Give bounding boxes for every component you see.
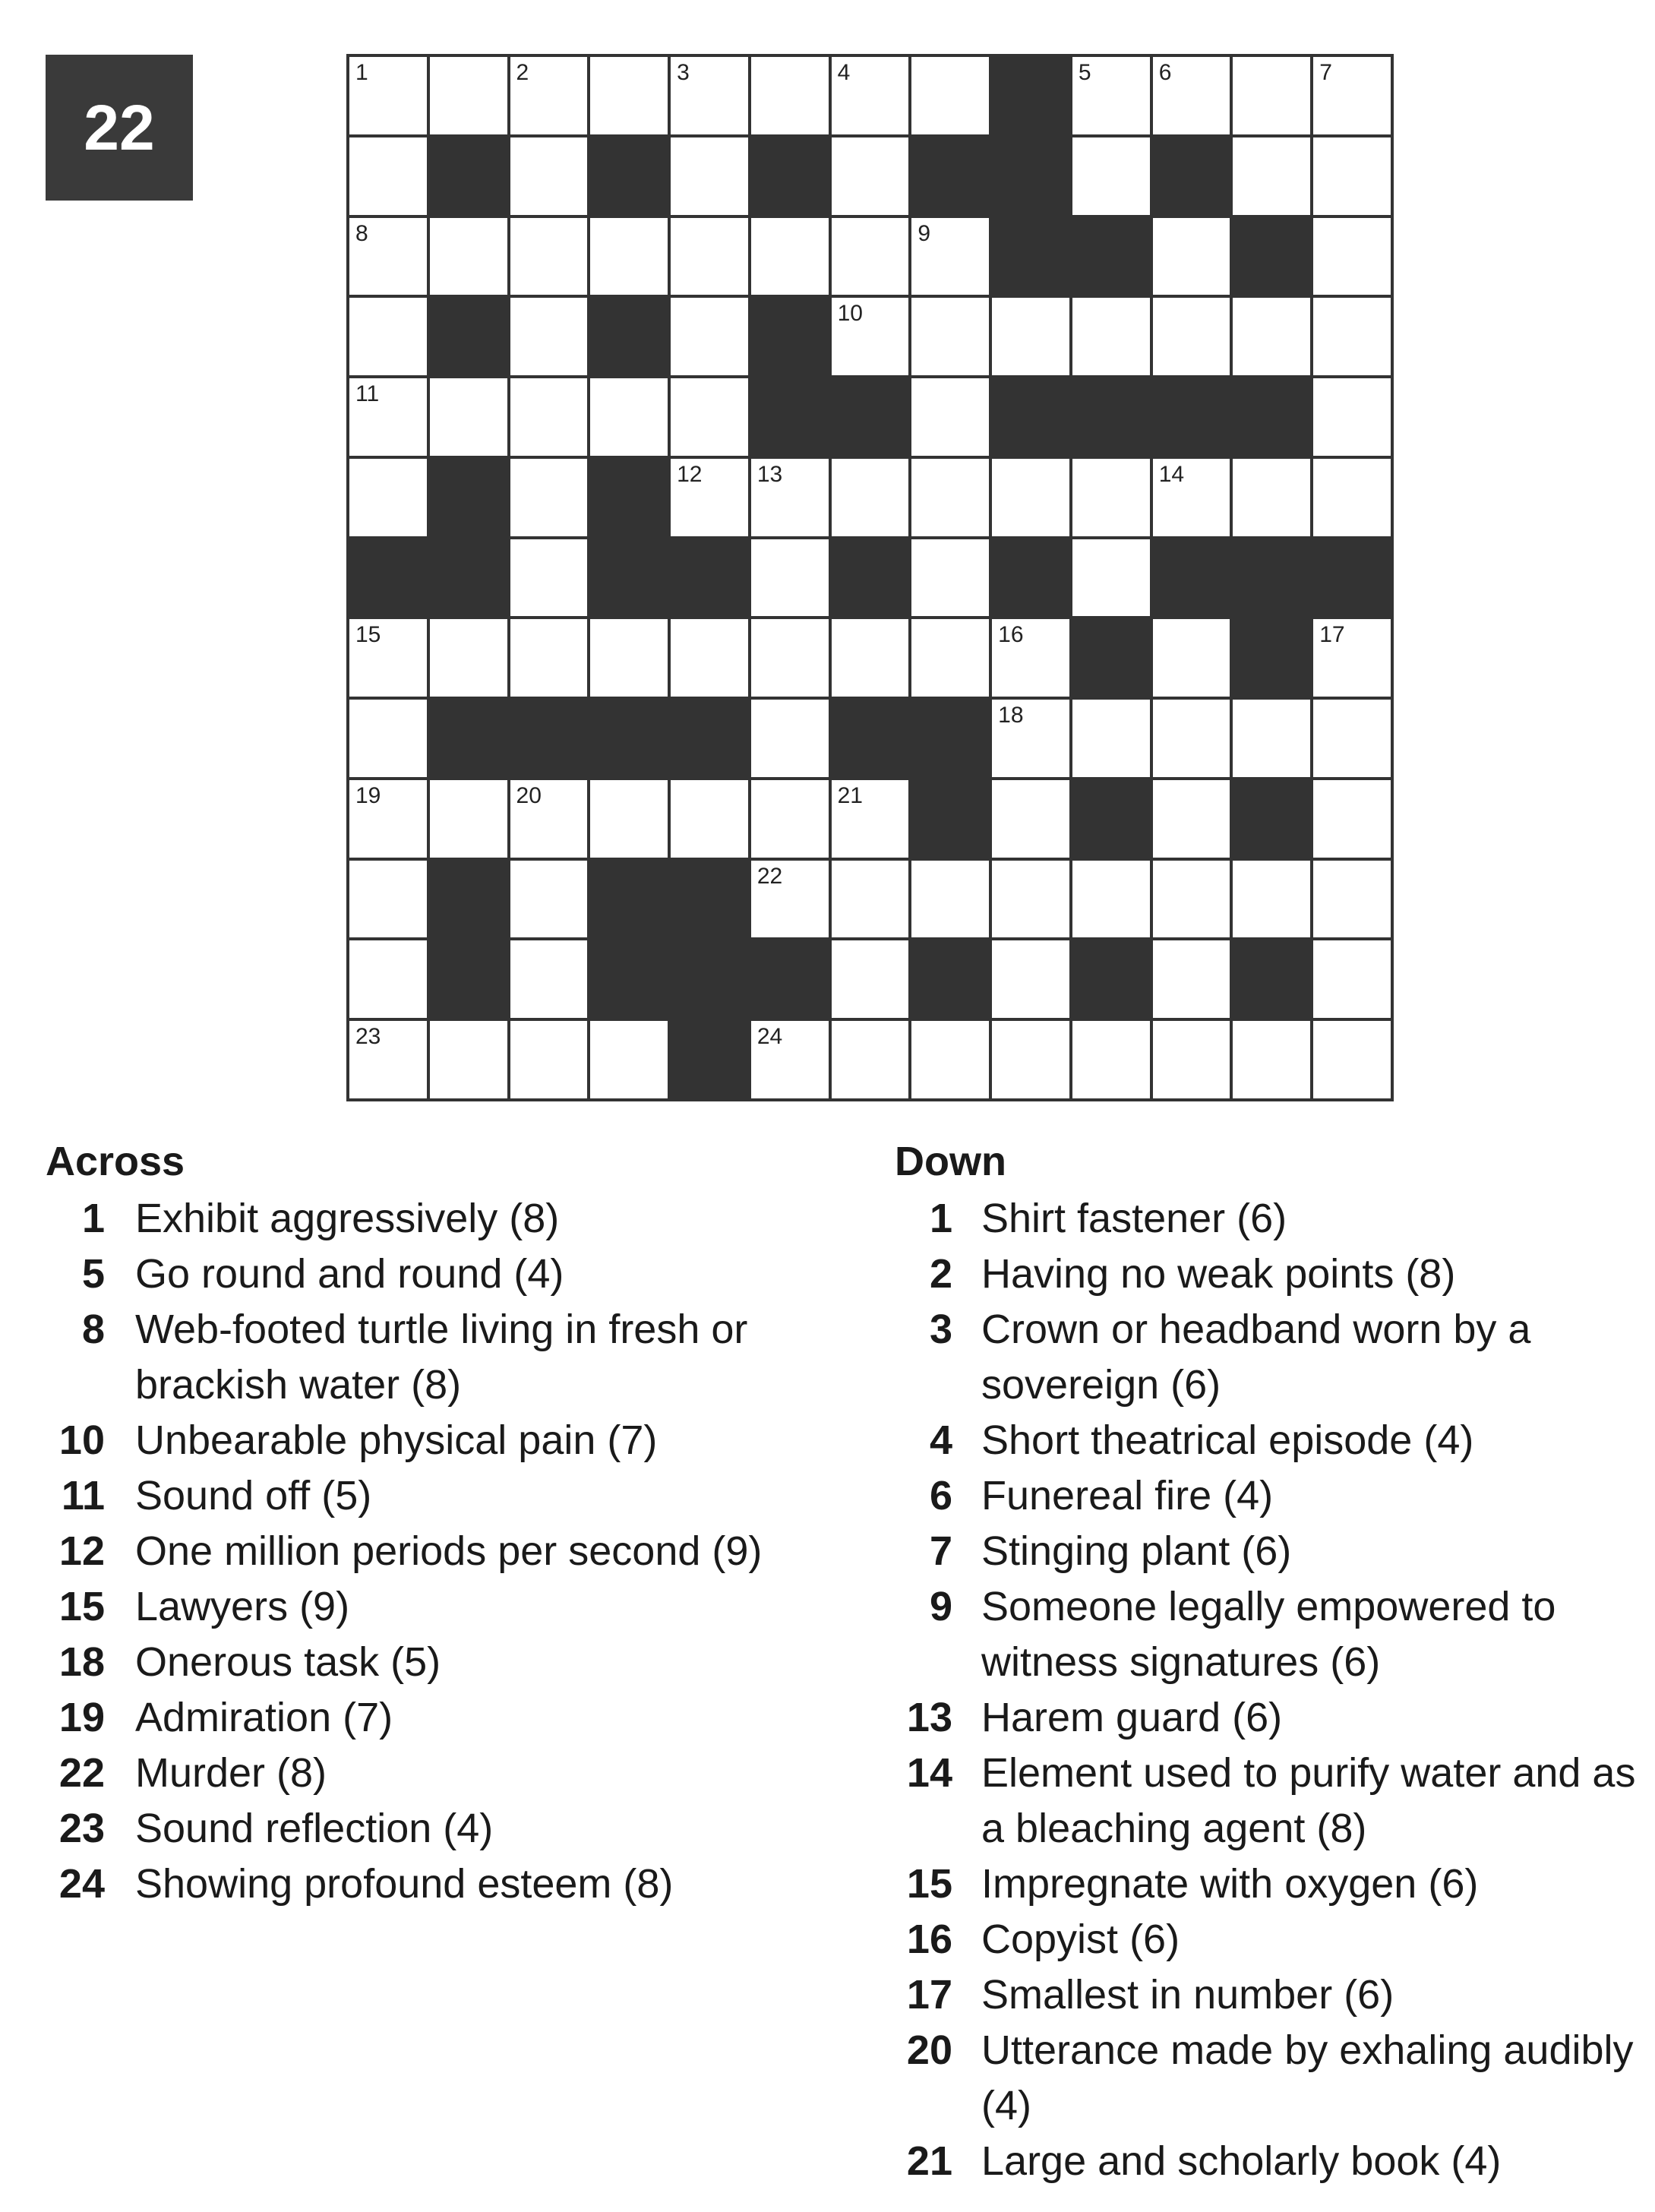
cell-number: 9 bbox=[918, 220, 931, 246]
across-clue bbox=[46, 1413, 851, 1468]
grid-cell[interactable] bbox=[751, 780, 829, 858]
grid-cell[interactable] bbox=[1072, 57, 1150, 134]
clue-number: 19 bbox=[58, 1695, 105, 1740]
clue-text: Lawyers (9) bbox=[135, 1584, 350, 1629]
grid-cell-black bbox=[1072, 378, 1150, 456]
grid-cell[interactable] bbox=[992, 619, 1069, 697]
grid-cell[interactable] bbox=[1313, 700, 1391, 777]
grid-cell[interactable] bbox=[911, 298, 989, 375]
clue-text: Large and scholarly book (4) bbox=[981, 2138, 1502, 2184]
grid-cell[interactable] bbox=[510, 780, 588, 858]
across-clue bbox=[46, 1579, 851, 1635]
grid-cell[interactable] bbox=[1313, 940, 1391, 1018]
cell-number: 18 bbox=[998, 703, 1024, 728]
grid-cell-black bbox=[751, 940, 829, 1018]
cell-number: 11 bbox=[355, 381, 380, 407]
puzzle-number-badge: 22 bbox=[46, 55, 193, 201]
clue-number: 20 bbox=[906, 2027, 952, 2073]
grid-cell[interactable] bbox=[430, 378, 507, 456]
grid-cell[interactable] bbox=[510, 218, 588, 295]
clue-number: 24 bbox=[58, 1861, 105, 1907]
clue-number: 22 bbox=[58, 1750, 105, 1796]
grid-cell-black bbox=[430, 459, 507, 536]
grid-cell[interactable] bbox=[1313, 1021, 1391, 1098]
grid-cell[interactable] bbox=[1072, 298, 1150, 375]
grid-cell-black bbox=[911, 700, 989, 777]
grid-cell-black bbox=[1233, 218, 1310, 295]
grid-cell[interactable] bbox=[832, 1021, 909, 1098]
cell-number: 24 bbox=[756, 1024, 783, 1050]
cell-number: 7 bbox=[1319, 60, 1332, 85]
down-clue bbox=[895, 1302, 1647, 1413]
grid-cell-black bbox=[430, 137, 507, 215]
cell-number: 1 bbox=[355, 60, 368, 85]
grid-cell-black bbox=[430, 940, 507, 1018]
grid-cell-black bbox=[1072, 940, 1150, 1018]
grid-cell[interactable] bbox=[1153, 940, 1230, 1018]
grid-cell[interactable] bbox=[911, 539, 989, 617]
cell-number: 5 bbox=[1078, 60, 1091, 85]
grid-cell[interactable] bbox=[832, 940, 909, 1018]
grid-cell[interactable] bbox=[1072, 700, 1150, 777]
grid-cell[interactable] bbox=[1072, 539, 1150, 617]
grid-cell-black bbox=[911, 137, 989, 215]
cell-number: 23 bbox=[355, 1024, 381, 1050]
grid-cell[interactable] bbox=[1233, 861, 1310, 938]
grid-cell-black bbox=[1313, 539, 1391, 617]
across-clue bbox=[46, 1302, 851, 1413]
grid-cell[interactable] bbox=[992, 940, 1069, 1018]
clue-number: 11 bbox=[61, 1473, 105, 1518]
grid-cell[interactable] bbox=[832, 459, 909, 536]
clue-text: Sound reflection (4) bbox=[135, 1806, 494, 1851]
grid-cell[interactable] bbox=[510, 861, 588, 938]
cell-number: 16 bbox=[998, 622, 1024, 648]
cell-number: 15 bbox=[355, 622, 381, 648]
grid-cell-black bbox=[1233, 539, 1310, 617]
grid-cell[interactable] bbox=[751, 619, 829, 697]
grid-cell[interactable] bbox=[992, 1021, 1069, 1098]
cell-number: 6 bbox=[1158, 60, 1172, 85]
clue-text: Go round and round (4) bbox=[135, 1251, 564, 1297]
grid-cell-black bbox=[832, 700, 909, 777]
grid-cell[interactable] bbox=[590, 780, 668, 858]
across-clue bbox=[46, 1635, 851, 1690]
down-clue bbox=[895, 1468, 1647, 1524]
grid-cell[interactable] bbox=[349, 218, 427, 295]
grid-cell[interactable] bbox=[832, 780, 909, 858]
across-clue bbox=[46, 1524, 851, 1579]
clue-text: Murder (8) bbox=[135, 1750, 327, 1796]
grid-cell[interactable] bbox=[671, 378, 748, 456]
grid-cell[interactable] bbox=[590, 57, 668, 134]
grid-cell-black bbox=[832, 378, 909, 456]
grid-cell[interactable] bbox=[992, 298, 1069, 375]
grid-cell-black bbox=[992, 137, 1069, 215]
grid-cell[interactable] bbox=[510, 57, 588, 134]
clue-number: 21 bbox=[906, 2138, 952, 2184]
grid-cell[interactable] bbox=[1072, 861, 1150, 938]
across-clue bbox=[46, 1468, 851, 1524]
grid-cell[interactable] bbox=[590, 218, 668, 295]
clue-number: 18 bbox=[58, 1639, 105, 1685]
grid-cell-black bbox=[590, 940, 668, 1018]
clue-number: 15 bbox=[58, 1584, 105, 1629]
grid-cell[interactable] bbox=[832, 619, 909, 697]
cell-number: 21 bbox=[837, 782, 863, 808]
grid-cell-black bbox=[1153, 378, 1230, 456]
grid-cell-black bbox=[671, 539, 748, 617]
grid-cell[interactable] bbox=[510, 137, 588, 215]
grid-cell[interactable] bbox=[1313, 57, 1391, 134]
clue-number: 23 bbox=[58, 1806, 105, 1851]
grid-cell[interactable] bbox=[671, 218, 748, 295]
grid-cell[interactable] bbox=[349, 378, 427, 456]
grid-cell[interactable] bbox=[1153, 780, 1230, 858]
grid-cell-black bbox=[590, 298, 668, 375]
grid-cell[interactable] bbox=[992, 700, 1069, 777]
grid-cell-black bbox=[832, 539, 909, 617]
grid-cell-black bbox=[1072, 218, 1150, 295]
grid-cell[interactable] bbox=[1072, 459, 1150, 536]
grid-cell[interactable] bbox=[349, 57, 427, 134]
grid-cell[interactable] bbox=[510, 940, 588, 1018]
clue-number: 16 bbox=[906, 1917, 952, 1962]
down-heading: Down bbox=[895, 1139, 1006, 1184]
grid-cell-black bbox=[510, 700, 588, 777]
grid-cell-black bbox=[751, 137, 829, 215]
across-clues-section bbox=[46, 1138, 851, 1912]
clue-text: Short theatrical episode (4) bbox=[981, 1417, 1474, 1463]
grid-cell[interactable] bbox=[1233, 57, 1310, 134]
clue-text: Harem guard (6) bbox=[981, 1695, 1283, 1740]
down-clue bbox=[895, 1746, 1647, 1856]
grid-cell[interactable] bbox=[751, 57, 829, 134]
grid-cell[interactable] bbox=[1313, 218, 1391, 295]
grid-cell-black bbox=[430, 298, 507, 375]
grid-cell-black bbox=[751, 378, 829, 456]
grid-cell[interactable] bbox=[1313, 378, 1391, 456]
grid-cell[interactable] bbox=[671, 619, 748, 697]
down-clue bbox=[895, 1524, 1647, 1579]
grid-cell[interactable] bbox=[349, 459, 427, 536]
clue-number: 10 bbox=[58, 1417, 105, 1463]
clue-number: 7 bbox=[929, 1528, 952, 1574]
cell-number: 4 bbox=[837, 60, 851, 85]
grid-cell[interactable] bbox=[832, 298, 909, 375]
clue-text: Sound off (5) bbox=[135, 1473, 372, 1518]
grid-cell-black bbox=[911, 780, 989, 858]
grid-cell[interactable] bbox=[671, 137, 748, 215]
clue-text: Admiration (7) bbox=[135, 1695, 393, 1740]
grid-cell[interactable] bbox=[590, 1021, 668, 1098]
clue-text: Web-footed turtle living in fresh or brackish water (8) bbox=[135, 1307, 748, 1408]
grid-cell-black bbox=[1153, 137, 1230, 215]
clue-number: 4 bbox=[929, 1417, 952, 1463]
clue-number: 5 bbox=[81, 1251, 105, 1297]
down-clue bbox=[895, 1191, 1647, 1247]
down-clue bbox=[895, 1413, 1647, 1468]
grid-cell-black bbox=[671, 940, 748, 1018]
grid-cell[interactable] bbox=[510, 539, 588, 617]
grid-cell[interactable] bbox=[1153, 861, 1230, 938]
clue-text: Having no weak points (8) bbox=[981, 1251, 1456, 1297]
grid-cell[interactable] bbox=[430, 619, 507, 697]
clue-text: Crown or headband worn by a sovereign (6) bbox=[981, 1307, 1531, 1408]
grid-cell[interactable] bbox=[911, 57, 989, 134]
clue-text: Someone legally empowered to witness signatures (6) bbox=[981, 1584, 1556, 1685]
grid-cell[interactable] bbox=[510, 459, 588, 536]
grid-cell[interactable] bbox=[349, 137, 427, 215]
across-clue bbox=[46, 1856, 851, 1912]
grid-cell[interactable] bbox=[751, 218, 829, 295]
grid-cell[interactable] bbox=[590, 619, 668, 697]
grid-cell[interactable] bbox=[911, 619, 989, 697]
grid-cell[interactable] bbox=[349, 700, 427, 777]
clue-number: 17 bbox=[906, 1972, 952, 2018]
grid-cell[interactable] bbox=[510, 298, 588, 375]
clue-text: Funereal fire (4) bbox=[981, 1473, 1274, 1518]
clue-number: 9 bbox=[929, 1584, 952, 1629]
grid-cell-black bbox=[1072, 780, 1150, 858]
grid-cell[interactable] bbox=[671, 57, 748, 134]
grid-cell[interactable] bbox=[751, 1021, 829, 1098]
down-clue bbox=[895, 1690, 1647, 1746]
grid-cell-black bbox=[1233, 940, 1310, 1018]
clue-text: Impregnate with oxygen (6) bbox=[981, 1861, 1479, 1907]
grid-cell[interactable] bbox=[349, 861, 427, 938]
grid-cell[interactable] bbox=[832, 137, 909, 215]
clue-text: One million periods per second (9) bbox=[135, 1528, 763, 1574]
cell-number: 12 bbox=[677, 461, 703, 487]
grid-cell[interactable] bbox=[349, 298, 427, 375]
grid-cell[interactable] bbox=[911, 218, 989, 295]
grid-cell[interactable] bbox=[1233, 700, 1310, 777]
cell-number: 10 bbox=[837, 301, 863, 327]
clue-text: Exhibit aggressively (8) bbox=[135, 1196, 560, 1241]
clue-text: Element used to purify water and as a bleaching agent (8) bbox=[981, 1750, 1636, 1851]
cell-number: 13 bbox=[756, 461, 783, 487]
grid-cell[interactable] bbox=[1233, 137, 1310, 215]
grid-cell-black bbox=[1233, 378, 1310, 456]
grid-cell-black bbox=[590, 861, 668, 938]
grid-cell-black bbox=[1072, 619, 1150, 697]
grid-cell[interactable] bbox=[911, 378, 989, 456]
grid-cell[interactable] bbox=[349, 940, 427, 1018]
grid-cell[interactable] bbox=[1233, 1021, 1310, 1098]
grid-cell[interactable] bbox=[1313, 459, 1391, 536]
grid-cell[interactable] bbox=[671, 780, 748, 858]
down-clue bbox=[895, 1967, 1647, 2023]
grid-cell[interactable] bbox=[1153, 298, 1230, 375]
down-clue bbox=[895, 1247, 1647, 1302]
grid-cell-black bbox=[992, 57, 1069, 134]
grid-cell[interactable] bbox=[832, 861, 909, 938]
grid-cell[interactable] bbox=[430, 780, 507, 858]
clue-text: Shirt fastener (6) bbox=[981, 1196, 1287, 1241]
clue-number: 15 bbox=[906, 1861, 952, 1907]
grid-cell[interactable] bbox=[992, 861, 1069, 938]
grid-cell-black bbox=[1233, 780, 1310, 858]
across-clue-list bbox=[46, 1191, 851, 1912]
grid-cell-black bbox=[992, 539, 1069, 617]
clue-number: 8 bbox=[81, 1307, 105, 1352]
grid-cell[interactable] bbox=[1072, 1021, 1150, 1098]
grid-cell[interactable] bbox=[1313, 619, 1391, 697]
grid-cell[interactable] bbox=[1153, 459, 1230, 536]
clue-text: Unbearable physical pain (7) bbox=[135, 1417, 658, 1463]
grid-cell[interactable] bbox=[911, 861, 989, 938]
grid-cell-black bbox=[911, 940, 989, 1018]
clue-number: 12 bbox=[58, 1528, 105, 1574]
grid-cell[interactable] bbox=[510, 378, 588, 456]
grid-cell[interactable] bbox=[1233, 298, 1310, 375]
cell-number: 20 bbox=[516, 782, 542, 808]
clue-number: 1 bbox=[81, 1196, 105, 1241]
grid-cell[interactable] bbox=[751, 861, 829, 938]
grid-cell[interactable] bbox=[430, 57, 507, 134]
grid-cell-black bbox=[992, 378, 1069, 456]
cell-number: 2 bbox=[516, 60, 529, 85]
grid-cell-black bbox=[590, 539, 668, 617]
down-clue bbox=[895, 1856, 1647, 1912]
grid-cell[interactable] bbox=[751, 700, 829, 777]
across-clue bbox=[46, 1801, 851, 1856]
grid-cell[interactable] bbox=[832, 218, 909, 295]
down-clue bbox=[895, 1912, 1647, 1967]
cell-number: 3 bbox=[677, 60, 690, 85]
grid-cell[interactable] bbox=[751, 459, 829, 536]
across-clue bbox=[46, 1746, 851, 1801]
grid-cell-black bbox=[671, 861, 748, 938]
grid-cell[interactable] bbox=[1313, 137, 1391, 215]
clue-text: Utterance made by exhaling audibly (4) bbox=[981, 2027, 1634, 2128]
grid-cell[interactable] bbox=[1153, 57, 1230, 134]
grid-cell[interactable] bbox=[510, 619, 588, 697]
clue-number: 2 bbox=[929, 1251, 952, 1297]
grid-cell[interactable] bbox=[430, 1021, 507, 1098]
cell-number: 22 bbox=[756, 863, 783, 889]
grid-cell-black bbox=[590, 137, 668, 215]
clue-number: 1 bbox=[929, 1196, 952, 1241]
grid-cell[interactable] bbox=[1153, 1021, 1230, 1098]
grid-cell-black bbox=[349, 539, 427, 617]
clue-number: 13 bbox=[906, 1695, 952, 1740]
grid-cell[interactable] bbox=[992, 459, 1069, 536]
down-clue bbox=[895, 1579, 1647, 1690]
clue-text: Showing profound esteem (8) bbox=[135, 1861, 674, 1907]
cell-number: 17 bbox=[1319, 622, 1345, 648]
down-clue-list bbox=[895, 1191, 1647, 2189]
down-clues-section bbox=[895, 1138, 1647, 2189]
clue-text: Smallest in number (6) bbox=[981, 1972, 1394, 2018]
grid-cell[interactable] bbox=[1072, 137, 1150, 215]
grid-cell[interactable] bbox=[349, 780, 427, 858]
grid-cell-black bbox=[671, 1021, 748, 1098]
grid-cell[interactable] bbox=[1153, 218, 1230, 295]
cell-number: 8 bbox=[355, 220, 368, 246]
clue-number: 14 bbox=[906, 1750, 952, 1796]
grid-cell-black bbox=[992, 218, 1069, 295]
crossword-grid bbox=[346, 54, 1394, 1101]
grid-cell-black bbox=[1153, 539, 1230, 617]
clue-number: 6 bbox=[929, 1473, 952, 1518]
grid-cell[interactable] bbox=[1313, 780, 1391, 858]
cell-number: 19 bbox=[355, 782, 381, 808]
clue-text: Onerous task (5) bbox=[135, 1639, 441, 1685]
grid-cell[interactable] bbox=[349, 1021, 427, 1098]
across-clue bbox=[46, 1247, 851, 1302]
grid-cell[interactable] bbox=[1313, 298, 1391, 375]
grid-cell-black bbox=[590, 700, 668, 777]
grid-cell[interactable] bbox=[832, 57, 909, 134]
grid-cell[interactable] bbox=[671, 298, 748, 375]
grid-cell[interactable] bbox=[992, 780, 1069, 858]
grid-cell[interactable] bbox=[1153, 619, 1230, 697]
cell-number: 14 bbox=[1158, 461, 1185, 487]
down-clue bbox=[895, 2023, 1647, 2134]
grid-cell[interactable] bbox=[751, 539, 829, 617]
grid-cell-black bbox=[590, 459, 668, 536]
grid-cell[interactable] bbox=[1313, 861, 1391, 938]
across-heading: Across bbox=[46, 1139, 185, 1184]
grid-cell-black bbox=[430, 861, 507, 938]
across-clue bbox=[46, 1191, 851, 1247]
grid-cell-black bbox=[671, 700, 748, 777]
grid-cell[interactable] bbox=[671, 459, 748, 536]
grid-cell[interactable] bbox=[911, 459, 989, 536]
clue-number: 3 bbox=[929, 1307, 952, 1352]
grid-cell-black bbox=[1233, 619, 1310, 697]
grid-cell[interactable] bbox=[349, 619, 427, 697]
grid-cell-black bbox=[430, 700, 507, 777]
clue-text: Stinging plant (6) bbox=[981, 1528, 1292, 1574]
grid-cell[interactable] bbox=[590, 378, 668, 456]
clue-text: Copyist (6) bbox=[981, 1917, 1180, 1962]
grid-cell[interactable] bbox=[1153, 700, 1230, 777]
grid-cell-black bbox=[751, 298, 829, 375]
grid-cell[interactable] bbox=[510, 1021, 588, 1098]
grid-cell-black bbox=[430, 539, 507, 617]
grid-cell[interactable] bbox=[911, 1021, 989, 1098]
down-clue bbox=[895, 2134, 1647, 2189]
grid-cell[interactable] bbox=[430, 218, 507, 295]
grid-cell[interactable] bbox=[1233, 459, 1310, 536]
across-clue bbox=[46, 1690, 851, 1746]
